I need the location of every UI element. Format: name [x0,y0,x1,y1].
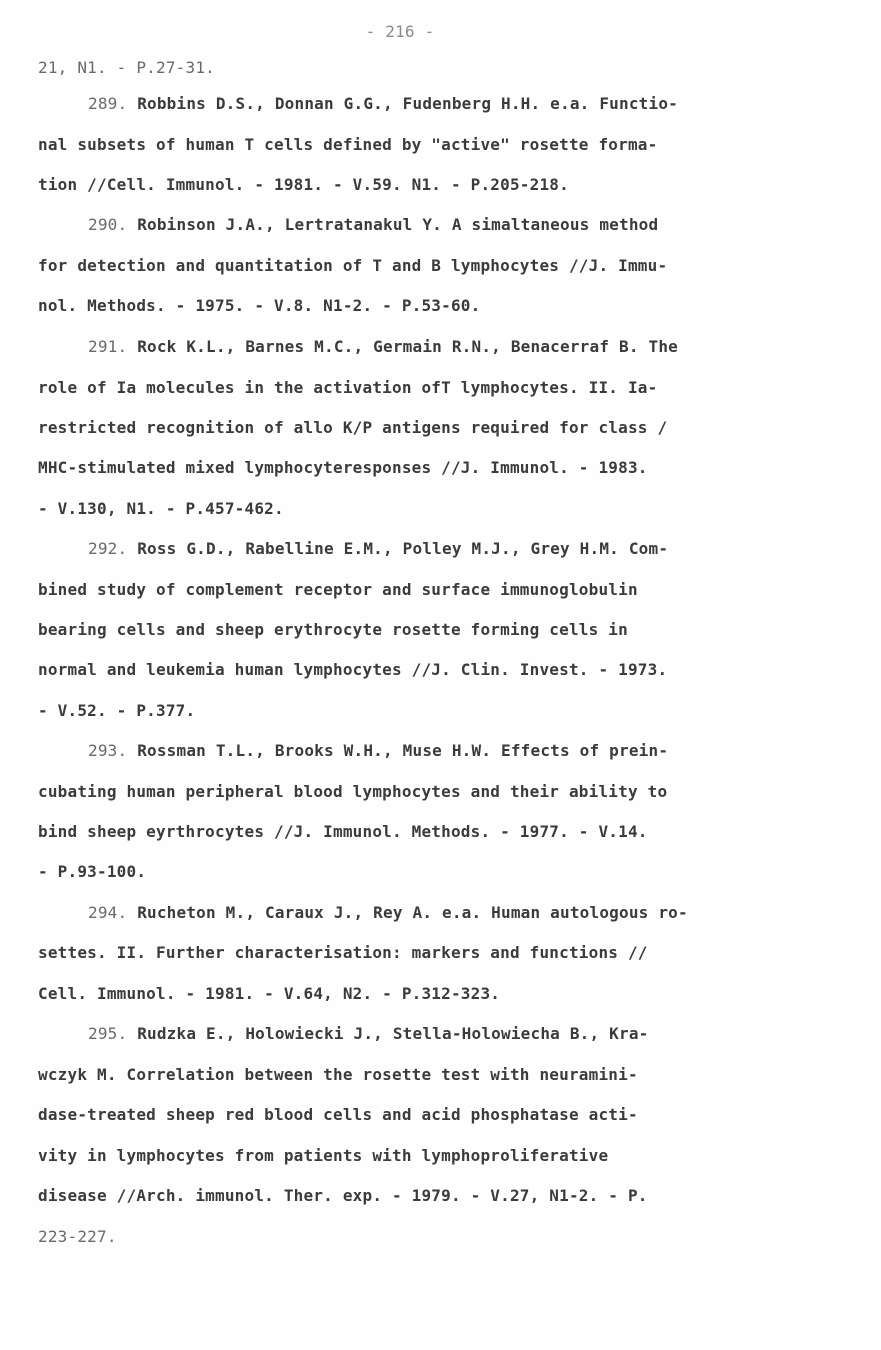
reference-text: Robbins D.S., Donnan G.G., Fudenberg H.H. e.a. Functio- [137,94,678,113]
reference-first-line [88,215,658,234]
reference-line: - V.130, N1. - P.457-462. [38,499,284,518]
reference-first-line [88,539,668,558]
reference-number: 291. [88,337,128,356]
reference-line: MHC-stimulated mixed lymphocyteresponses //J. Immunol. - 1983. [38,458,648,477]
reference-line: nol. Methods. - 1975. - V.8. N1-2. - P.53-60. [38,296,481,315]
page-number: - 216 - [365,22,435,41]
reference-text: Robinson J.A., Lertratanakul Y. A simaltaneous method [137,215,659,234]
reference-number: 294. [88,903,128,922]
reference-line: Cell. Immunol. - 1981. - V.64, N2. - P.312-323. [38,984,501,1003]
reference-line: restricted recognition of allo K/P antigens required for class / [38,418,668,437]
reference-line: nal subsets of human T cells defined by "active" rosette forma- [38,135,658,154]
reference-first-line [88,903,688,922]
reference-first-line [88,94,678,113]
reference-line: for detection and quantitation of T and B lymphocytes //J. Immu- [38,256,668,275]
reference-text: Ross G.D., Rabelline E.M., Polley M.J., Grey H.M. Com- [137,539,669,558]
continuation-line: 21, N1. - P.27-31. [38,58,215,77]
reference-line: bind sheep eyrthrocytes //J. Immunol. Methods. - 1977. - V.14. [38,822,648,841]
reference-line: dase-treated sheep red blood cells and acid phosphatase acti- [38,1105,638,1124]
reference-text: Rossman T.L., Brooks W.H., Muse H.W. Effects of prein- [137,741,669,760]
reference-text: Rock K.L., Barnes M.C., Germain R.N., Benacerraf B. The [137,337,678,356]
reference-line: disease //Arch. immunol. Ther. exp. - 1979. - V.27, N1-2. - P. [38,1186,648,1205]
reference-line: wczyk M. Correlation between the rosette test with neuramini- [38,1065,638,1084]
reference-text: Rucheton M., Caraux J., Rey A. e.a. Human autologous ro- [137,903,688,922]
reference-first-line [88,741,668,760]
reference-number: 292. [88,539,128,558]
reference-text: Rudzka E., Holowiecki J., Stella-Holowiecha B., Kra- [137,1024,649,1043]
reference-first-line [88,337,678,356]
reference-line: bined study of complement receptor and surface immunoglobulin [38,580,638,599]
reference-line: role of Ia molecules in the activation ofT lymphocytes. II. Ia- [38,378,658,397]
reference-line: cubating human peripheral blood lymphocytes and their ability to [38,782,668,801]
reference-line: vity in lymphocytes from patients with lymphoproliferative [38,1146,609,1165]
reference-line: 223-227. [38,1227,117,1246]
reference-line: settes. II. Further characterisation: markers and functions // [38,943,648,962]
reference-line: - P.93-100. [38,862,147,881]
reference-number: 289. [88,94,128,113]
reference-number: 290. [88,215,128,234]
reference-number: 293. [88,741,128,760]
reference-line: tion //Cell. Immunol. - 1981. - V.59. N1. - P.205-218. [38,175,569,194]
reference-line: bearing cells and sheep erythrocyte rosette forming cells in [38,620,628,639]
reference-line: normal and leukemia human lymphocytes //J. Clin. Invest. - 1973. [38,660,668,679]
reference-number: 295. [88,1024,128,1043]
reference-first-line [88,1024,649,1043]
reference-line: - V.52. - P.377. [38,701,196,720]
